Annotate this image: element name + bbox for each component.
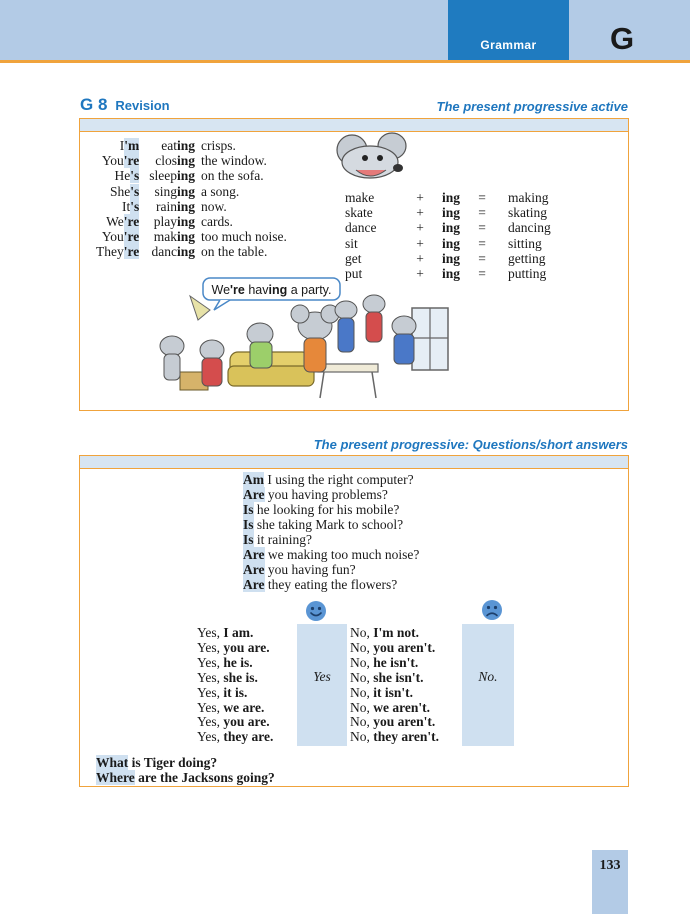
object-text: the window. <box>201 153 267 169</box>
answer-prefix: No, <box>350 729 374 745</box>
question-aux: Is <box>243 517 254 532</box>
aux-verb: 's <box>130 168 140 184</box>
list-item <box>243 517 419 532</box>
subject: We <box>106 214 124 230</box>
question-text: she taking Mark to school? <box>253 517 404 532</box>
list-item <box>350 656 439 671</box>
ing-form: skating <box>508 205 547 221</box>
yes-answers <box>197 626 273 745</box>
ing-suffix: ing <box>441 266 460 282</box>
answer-prefix: No, <box>350 654 374 670</box>
ing-spelling-table <box>345 190 551 281</box>
ing-suffix: ing <box>441 190 460 205</box>
page-number: 133 <box>599 858 621 873</box>
ing-form: getting <box>508 250 546 266</box>
ing-form: making <box>508 190 549 205</box>
question-text: is Tiger doing? <box>128 755 218 770</box>
ing-form: putting <box>508 266 547 282</box>
speech-bubble-tail <box>214 300 230 310</box>
answer-text: it isn't. <box>373 684 414 700</box>
mouse-figure <box>363 295 385 342</box>
verb-stem: sleep <box>149 168 177 184</box>
list-item <box>350 641 439 656</box>
answer-prefix: Yes, <box>197 699 224 715</box>
subject: She <box>109 183 131 199</box>
bubble-aux: 're <box>230 283 245 297</box>
section-label: Revision <box>115 98 170 113</box>
answer-text: we aren't. <box>373 699 430 715</box>
question-text: I using the right computer? <box>264 472 414 487</box>
subject: I <box>119 138 125 153</box>
equals-sign: = <box>478 205 486 221</box>
list-item <box>197 671 273 686</box>
verb-stem: sing <box>154 183 177 199</box>
plus-sign: + <box>416 205 424 221</box>
answer-text: they are. <box>223 729 274 745</box>
question-aux: Am <box>243 472 264 487</box>
plus-sign: + <box>416 250 424 266</box>
plus-sign: + <box>416 266 424 282</box>
mouse-figure <box>247 323 273 368</box>
wh-questions <box>96 755 275 785</box>
mouse-figure <box>335 301 357 352</box>
bubble-subject: We <box>211 283 231 297</box>
question-text: he looking for his mobile? <box>253 502 400 517</box>
ing-suffix: ing <box>441 235 460 251</box>
list-item <box>197 626 273 641</box>
list-item <box>350 715 439 730</box>
list-item <box>243 532 419 547</box>
grammar-tab-label: Grammar <box>480 38 537 52</box>
aux-verb: 're <box>123 229 140 245</box>
answer-prefix: Yes, <box>197 669 224 685</box>
answer-prefix: Yes, <box>197 714 224 730</box>
mouse-figure <box>392 316 416 364</box>
subject: He <box>114 168 131 184</box>
answer-prefix: No, <box>350 639 374 655</box>
answer-prefix: No, <box>350 684 374 700</box>
answer-text: I'm not. <box>373 625 420 640</box>
base-verb: skate <box>345 205 373 221</box>
wh-word: What <box>96 755 129 770</box>
answer-prefix: Yes, <box>197 684 224 700</box>
plus-sign: + <box>416 190 424 205</box>
no-column <box>462 624 514 746</box>
list-item <box>197 686 273 701</box>
ing-ending: ing <box>177 198 196 214</box>
table-row <box>345 236 551 251</box>
aux-verb: 're <box>123 214 140 230</box>
answer-text: I am. <box>223 625 254 640</box>
plus-sign: + <box>416 235 424 251</box>
list-item <box>243 502 419 517</box>
list-item <box>96 755 275 770</box>
object-text: a song. <box>201 183 240 199</box>
answer-prefix: No, <box>350 714 374 730</box>
mouse-figure <box>160 336 184 380</box>
list-item <box>243 562 419 577</box>
base-verb: make <box>345 190 375 205</box>
verb-stem: play <box>153 214 177 230</box>
no-answers <box>350 626 439 745</box>
yes-column <box>297 624 347 746</box>
list-item <box>350 730 439 745</box>
answer-text: you aren't. <box>373 714 436 730</box>
ing-form: dancing <box>508 220 551 236</box>
table-row <box>345 220 551 235</box>
ing-suffix: ing <box>441 205 460 221</box>
question-aux: Is <box>243 502 254 517</box>
answer-text: you are. <box>223 714 270 730</box>
base-verb: dance <box>345 220 377 236</box>
aux-verb: 'm <box>124 138 140 153</box>
equals-sign: = <box>478 220 486 236</box>
bubble-verb: hav <box>244 283 269 297</box>
subject: You <box>101 153 124 169</box>
header-divider <box>0 60 690 63</box>
aux-verb: 's <box>130 183 140 199</box>
answer-text: she isn't. <box>373 669 424 685</box>
answer-prefix: Yes, <box>197 639 224 655</box>
aux-verb: 's <box>130 198 140 214</box>
list-item <box>243 472 419 487</box>
equals-sign: = <box>478 235 486 251</box>
subject: You <box>101 229 124 245</box>
section-title <box>80 95 170 115</box>
list-item <box>197 730 273 745</box>
mouse-head-icon <box>337 133 406 178</box>
ing-ending: ing <box>177 229 196 245</box>
equals-sign: = <box>478 266 486 282</box>
list-item <box>350 701 439 716</box>
list-item <box>243 487 419 502</box>
bubble-object: a party. <box>287 283 332 297</box>
answer-prefix: No, <box>350 669 374 685</box>
verb-stem: clos <box>155 153 177 169</box>
ing-suffix: ing <box>441 250 460 266</box>
verb-stem: rain <box>156 198 177 214</box>
table-row <box>345 266 551 281</box>
list-item <box>350 671 439 686</box>
list-item <box>197 641 273 656</box>
list-item <box>197 715 273 730</box>
answer-text: we are. <box>223 699 265 715</box>
object-text: cards. <box>201 214 233 230</box>
table-icon <box>318 364 378 398</box>
object-text: on the sofa. <box>201 168 264 184</box>
section-code: G 8 <box>80 95 108 114</box>
answer-prefix: No, <box>350 625 374 640</box>
list-item <box>243 547 419 562</box>
section1-subtitle: The present progressive active <box>436 99 628 114</box>
answer-prefix: Yes, <box>197 625 224 640</box>
ing-suffix: ing <box>441 220 460 236</box>
object-text: now. <box>201 198 227 214</box>
question-text: are the Jacksons going? <box>134 770 275 785</box>
base-verb: get <box>345 250 362 266</box>
question-text: they eating the flowers? <box>264 577 398 592</box>
question-text: you having problems? <box>264 487 388 502</box>
question-aux: Are <box>243 577 265 592</box>
happy-face-icon <box>305 600 327 622</box>
list-item <box>96 770 275 785</box>
question-text: we making too much noise? <box>264 547 420 562</box>
equals-sign: = <box>478 190 486 205</box>
answer-text: he isn't. <box>373 654 419 670</box>
object-text: crisps. <box>201 138 236 153</box>
question-aux: Are <box>243 562 265 577</box>
base-verb: put <box>345 266 363 282</box>
mouse-figure <box>200 340 224 386</box>
grammar-tab <box>448 0 569 60</box>
ing-ending: ing <box>177 183 196 199</box>
answer-text: he is. <box>223 654 253 670</box>
object-text: on the table. <box>201 244 268 260</box>
table-row <box>345 205 551 220</box>
answer-text: she is. <box>223 669 258 685</box>
table-row <box>345 190 551 205</box>
page-number-tab <box>592 850 628 914</box>
answer-prefix: Yes, <box>197 729 224 745</box>
ing-ending: ing <box>177 168 196 184</box>
section2-subtitle: The present progressive: Questions/short answers <box>313 437 628 452</box>
no-label: No. <box>478 669 498 684</box>
ing-ending: ing <box>177 138 196 153</box>
section-letter: G <box>610 21 635 56</box>
object-text: too much noise. <box>201 229 287 245</box>
list-item <box>197 656 273 671</box>
window-icon <box>412 308 448 370</box>
answer-text: you are. <box>223 639 270 655</box>
question-text: you having fun? <box>264 562 356 577</box>
aux-verb: 're <box>123 153 140 169</box>
bubble-ing: ing <box>268 283 288 297</box>
question-aux: Is <box>243 532 254 547</box>
base-verb: sit <box>345 235 358 251</box>
subject: It <box>121 198 131 214</box>
aux-verb: 're <box>123 244 140 260</box>
answer-text: you aren't. <box>373 639 436 655</box>
ing-ending: ing <box>177 244 196 260</box>
list-item <box>197 701 273 716</box>
answer-text: they aren't. <box>373 729 439 745</box>
ing-ending: ing <box>177 153 196 169</box>
sad-face-icon <box>481 599 503 621</box>
question-aux: Are <box>243 547 265 562</box>
answer-prefix: Yes, <box>197 654 224 670</box>
verb-stem: eat <box>161 138 177 153</box>
ing-ending: ing <box>177 214 196 230</box>
list-item <box>243 577 419 592</box>
table-row <box>345 251 551 266</box>
question-aux: Are <box>243 487 265 502</box>
verb-stem: danc <box>151 244 177 260</box>
verb-stem: mak <box>153 229 177 245</box>
yes-label: Yes <box>313 669 331 684</box>
subject: They <box>96 244 124 260</box>
list-item <box>350 626 439 641</box>
wh-word: Where <box>96 770 135 785</box>
plus-sign: + <box>416 220 424 236</box>
speech-bubble-text <box>203 280 340 300</box>
answer-prefix: No, <box>350 699 374 715</box>
box-header-strip <box>80 456 628 469</box>
question-list <box>243 472 419 592</box>
ing-form: sitting <box>508 235 542 251</box>
list-item <box>350 686 439 701</box>
answer-text: it is. <box>223 684 248 700</box>
question-text: it raining? <box>253 532 312 547</box>
equals-sign: = <box>478 250 486 266</box>
